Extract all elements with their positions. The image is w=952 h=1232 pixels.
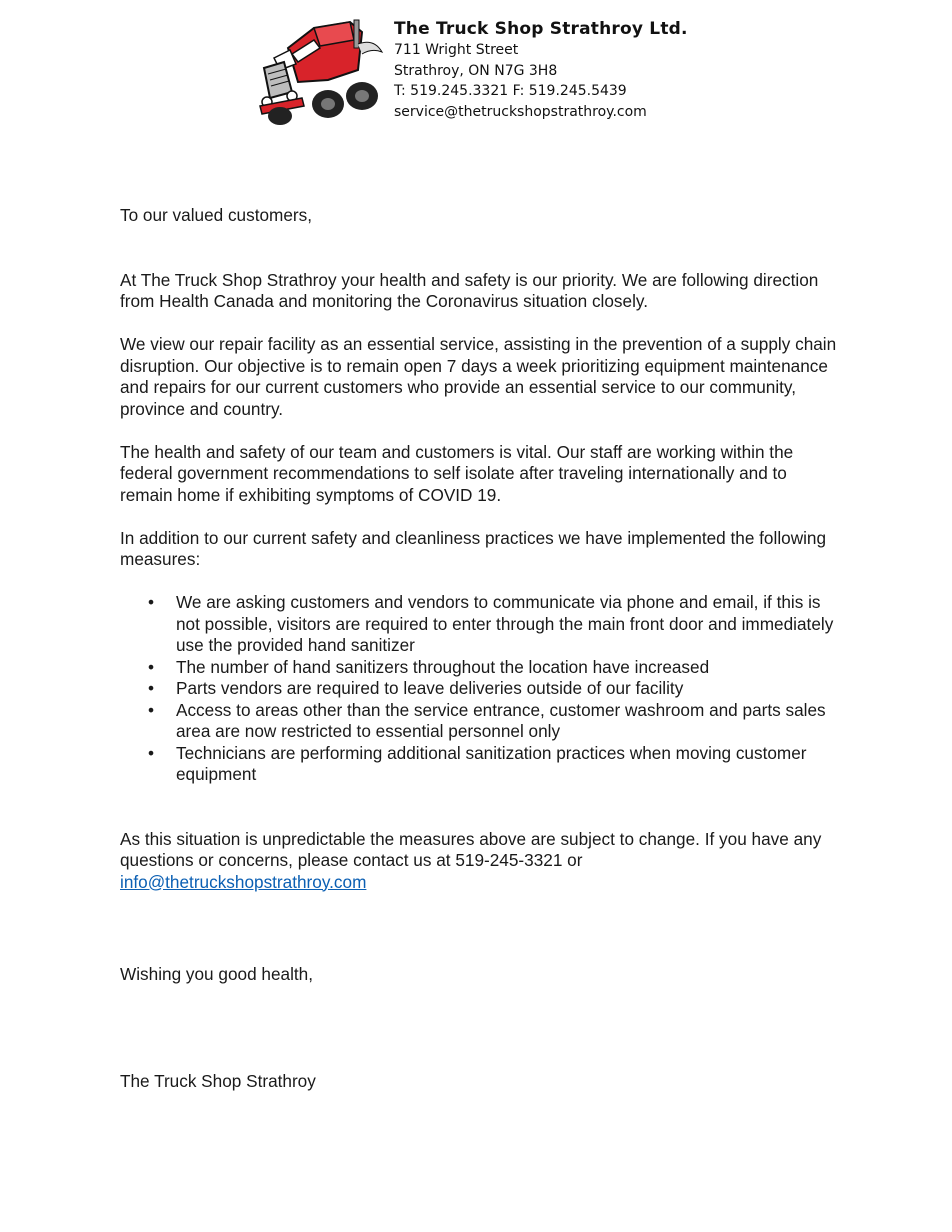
letter-body: [120, 205, 840, 893]
list-item: [148, 678, 840, 700]
list-item-text: The number of hand sanitizers throughout the location have increased: [176, 656, 710, 677]
sign-off: Wishing you good health,: [120, 964, 314, 984]
paragraph: The health and safety of our team and customers is vital. Our staff are working within the federal government recommendations to self isolate after traveling internationally and to remain home if exhibiting symptoms of COVID 19.: [120, 441, 794, 505]
closing-text: As this situation is unpredictable the measures above are subject to change. If you have any questions or concerns, please contact us at 519-245-3321 or: [120, 828, 822, 870]
contact-email-link[interactable]: info@thetruckshopstrathroy.com: [120, 871, 367, 892]
paragraph: We view our repair facility as an essential service, assisting in the prevention of a supply chain disruption. Our objective is to remain open 7 days a week prioritizing equipment maintenance and repairs for our current customers who provide an essential service to our community, province and country.: [120, 334, 837, 419]
phone-fax: T: 519.245.3321 F: 519.245.5439: [394, 83, 627, 99]
paragraph: At The Truck Shop Strathroy your health and safety is our priority. We are following direction from Health Canada and monitoring the Coronavirus situation closely.: [120, 269, 819, 311]
signature: The Truck Shop Strathroy: [120, 1071, 316, 1091]
list-item-text: Parts vendors are required to leave deliveries outside of our facility: [176, 678, 684, 698]
bullet-icon: •: [148, 699, 155, 720]
bullet-icon: •: [148, 656, 155, 677]
list-item-text: Access to areas other than the service entrance, customer washroom and parts sales area are now restricted to essential personnel only: [176, 699, 826, 741]
address-line-1: 711 Wright Street: [394, 42, 519, 58]
company-name: The Truck Shop Strathroy Ltd.: [394, 19, 688, 39]
letterhead: [258, 14, 718, 126]
bullet-icon: •: [148, 678, 155, 698]
list-item-text: We are asking customers and vendors to communicate via phone and email, if this is not possible, visitors are required to enter through the main front door and immediately use the provided hand sanitizer: [176, 592, 834, 655]
paragraph: In addition to our current safety and cleanliness practices we have implemented the following measures:: [120, 527, 827, 569]
list-item: [148, 742, 840, 786]
list-item: [148, 592, 840, 657]
list-item: [148, 699, 840, 743]
company-email: service@thetruckshopstrathroy.com: [394, 103, 647, 120]
closing-paragraph: [120, 829, 840, 894]
company-info: [394, 18, 688, 122]
list-item-text: Technicians are performing additional sanitization practices when moving customer equipment: [176, 742, 807, 784]
address-line-2: Strathroy, ON N7G 3H8: [394, 62, 558, 79]
measures-list: [120, 592, 840, 786]
red-truck-logo-icon: [258, 18, 390, 126]
bullet-icon: •: [148, 592, 155, 612]
bullet-icon: •: [148, 742, 155, 763]
salutation: To our valued customers,: [120, 205, 313, 225]
list-item: [148, 656, 840, 679]
